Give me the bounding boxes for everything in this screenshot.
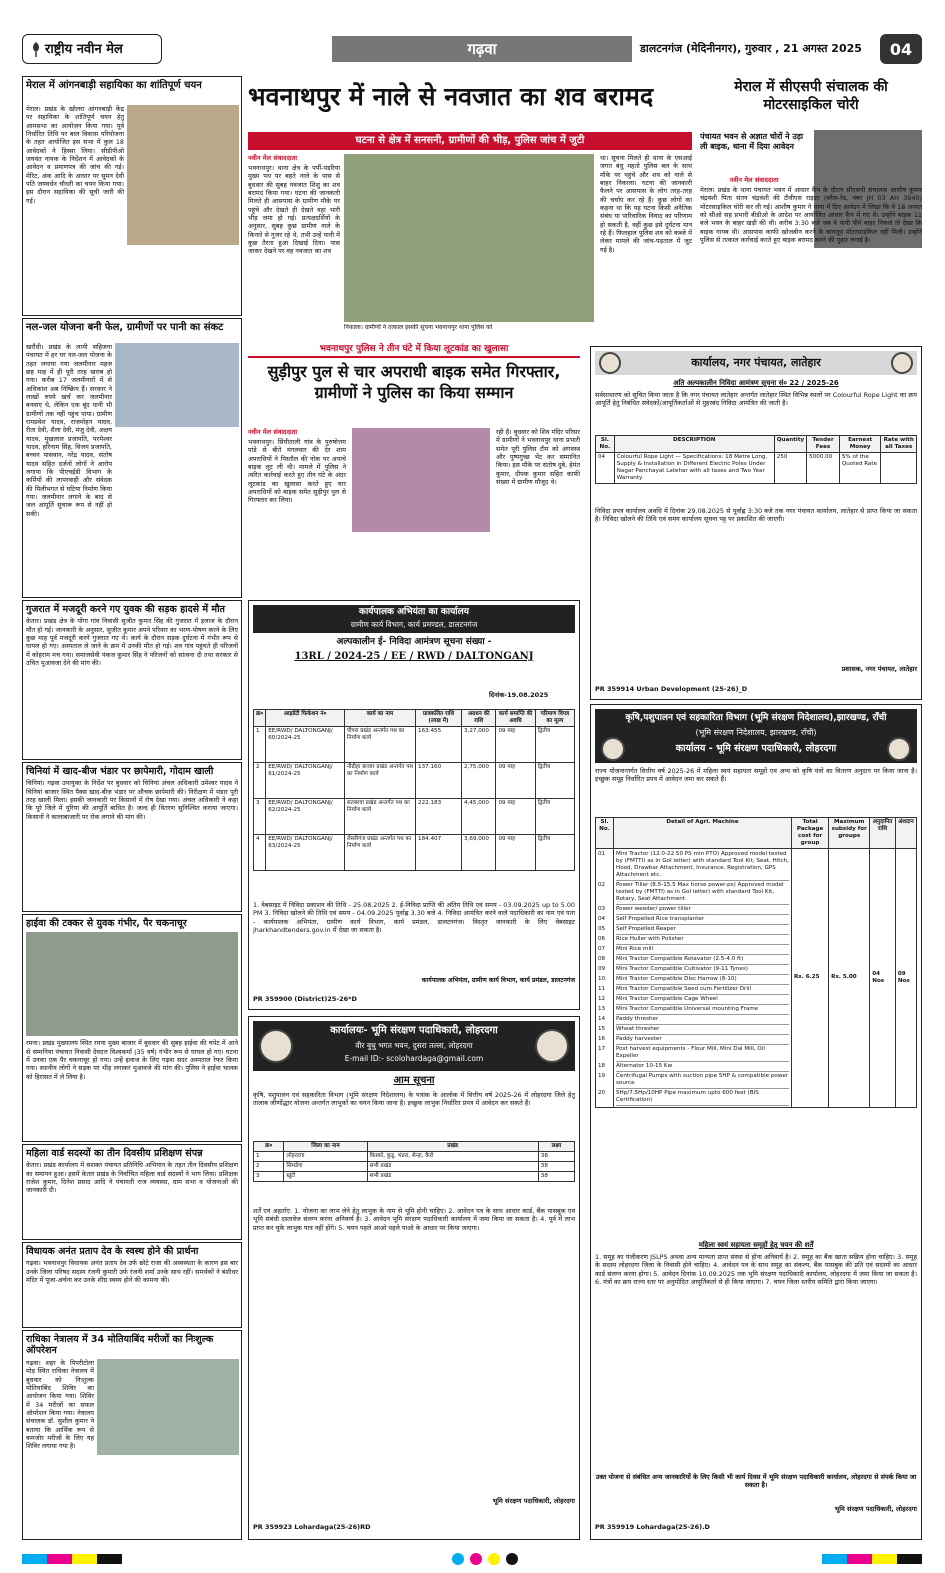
story-body: रमना। प्रखंड मुख्यालय स्थित रमना मुख्य बाजार में बुधवार की सुबह हाईवा की चपेट में आने से सम्मनिया पंचायत निवासी देवदत्त विश्वकर्मा (35 वर्ष) गंभीर रूप से घायल हो गए। घटना में उनका एक पैर चकनाचूर हो गया। उन्हें इलाज के लिए गढ़वा सदर अस्पताल रेफर किया गया। स्थानीय लोगों ने सड़क पर भीड़ लगाकर मुआवजे की मांग की। पुलिस ने हाईवा चालक को हिरासत में ले लिया है।	[26, 1039, 238, 1081]
lead-subhead: घटना से क्षेत्र में सनसनी, ग्रामीणों की भीड़, पुलिस जांच में जुटी	[355, 135, 585, 146]
machine-item: Alternator 10-15 Kw	[616, 1062, 789, 1072]
photo-caption: निकाला। ग्रामीणों ने तत्काल इसकी सूचना भवनाथपुर थाना पुलिस को	[344, 324, 493, 331]
machine-numbers	[598, 850, 611, 1106]
headline: महिला वार्ड सदस्यों का तीन दिवसीय प्रशिक्षण संपन्न	[26, 1148, 203, 1159]
agri-terms: 1. समूह का पंजीकरण JSLPS अथवा अन्य मान्यता प्राप्त संस्था से होना अनिवार्य है। 2. समूह का बैंक खाता सक्रिय होना चाहिए। 3. समूह के सदस्य लोहरदगा जिला के निवासी होने चाहिए। 4. आवेदन पत्र के साथ समूह का संकल्प, बैंक पासबुक की प्रति एवं सदस्यों का आधार कार्ड संलग्न करना होगा। 5. आवेदन दिनांक 10.09.2025 तक भूमि संरक्षण पदाधिकारी कार्यालय, लोहरदगा में जमा किया जा सकता है। 6. यंत्रों का क्रय राज्य स्तर पर अनुमोदित आपूर्तिकर्ता से ही किया जाएगा। 7. चयन जिला स्तरीय समिति द्वारा किया जाएगा।	[595, 1253, 917, 1286]
col-rate: Rate with all Taxes	[881, 436, 917, 453]
table-row: 2 सिमडेगा सभी प्रखंड 38	[254, 1161, 575, 1171]
story-bike	[700, 76, 922, 340]
machine-item: Paddy harvester	[616, 1035, 789, 1045]
machine-item: Mini Tractor Compatible Universal mounting Frame	[616, 1005, 789, 1015]
machine-item: Power Tiller (8.5-15.5 Max horse power-ps) Approved model tested by (FMTTI) as in GoI letter) with standard Tool Kit, Rotary, Seat Attachment	[616, 881, 789, 905]
lead-body-right: था। सूचना मिलते ही थाना के एसआई जगत बंधु महतो पुलिस बल के साथ मौके पर पहुंचे और शव को नाले से बाहर निकाला। घटना की जानकारी फैलने पर आसपास के लोग तरह-तरह की चर्चाएं कर रहे हैं। कुछ लोगों का कहना था कि यह घटना किसी अनैतिक संबंध या पारिवारिक विवाद का परिणाम हो सकती है, वहीं कुछ इसे दुर्घटना मान रहे हैं। फिलहाल पुलिस शव को कब्जे में लेकर मामले की जांच-पड़ताल में जुट गई है।	[600, 154, 692, 254]
page-number: 04	[889, 40, 913, 59]
machine-number: 20	[598, 1089, 606, 1096]
signatory: भूमि संरक्षण पदाधिकारी, लोहरदगा	[492, 1497, 575, 1505]
loot-body-right: रही है। बुधवार को शिव मंदिर परिसर में ग्रामीणों ने भवनाथपुर थाना प्रभारी समेत पूरी पुलिस टीम को अंगवस्त्र और पुष्पगुच्छ भेंट कर सम्मानित किया। इस मौके पर संतोष दुबे, हेमंत कुमार, दीपक कुमार सहित काफी संख्या में ग्रामीण मौजूद थे।	[496, 428, 580, 486]
story-loot	[248, 342, 580, 594]
office-address: वीर बुधु भगत भवन, दुसरा तल्ला, लोहरदगा	[355, 1041, 473, 1050]
magenta-dot	[470, 1553, 482, 1565]
page-number-badge	[880, 34, 922, 64]
color-strip-left	[22, 1554, 122, 1564]
table-row: 01 02 03 04 05 06 07 08 09 10 11 12 13 14 15 16 17 18 19 20 Mini Tractor (12.0-22.50 PS min PTO) Approved model tested by (FMTTI) as in GoI letter) with standard Tool Kit, Seat, Hitch, Hood, Drawbar Attachment, Insurance, Registration, GPS Attachment etc. Power Tiller (8.5-15.5 Max horse power-ps) Approved model tested by (FMTTI) as in GoI letter) with standard Tool Kit, Rotary, Seat Attachment Power weeder/ power tiller Self Propelled Rice transplanter Self Propelled Reaper Rice Huller with Polisher Mini Rice mill Mini Tractor Compatible Rotavator (2.5-4.0 ft) Mini Tractor Compatible Cultivator (9-11 Tynes) Mini Tractor Compatible Disc Harrow (8-10) Mini Tractor Compatible Seed cum Fertilizer Drill Mini Tractor Compatible Cage Wheel Mini Tractor Compatible Universal mounting Frame Paddy thresher Wheat thresher Paddy harvester Post harvest equipments - Flour Mill, Mini Dal Mill, Oil Expeller Alternator 10-15 Kw Centrifugal Pumps with suction pipe 5HP & compatible power source 5Hp/7.5Hp/10HP Pipe maximum upto 600 feet (BIS Certification) Rs. 6.25 Rs. 5.00 04 Nos 09 Nos	[596, 848, 917, 1107]
tender-intro: सर्वसाधारण को सूचित किया जाता है कि नगर पंचायत लातेहार अन्तर्गत लातेहार स्थित विभिन्न स्थलों पर Colourful Rope Light का क्रय आपूर्ति हेतु निबंधित संवेदकों/आपूर्तिकर्ताओं से मुहरबंद निविदा आमंत्रित की जाती है।	[595, 391, 917, 408]
story-body: खरौंधी। प्रखंड के लामी सहिजना पंचायत में हर घर नल-जल योजना के तहत लगाया गया जलमीनार महज छह माह में ही पूरी तरह खराब हो गया। करीब 17 जलमीनारों में से अधिकांश अब निष्क्रिय हैं। सरकार ने लाखों रुपये खर्च कर जलमीनार बनवाए थे, लेकिन एक बूंद पानी भी ग्रामीणों तक नहीं पहुंच पाया। ग्रामीण रामप्रवेश यादव, राजमोहन यादव, रीता देवी, शैला देवी, मंजु देवी, अक्षय यादव, मुखलाल प्रजापति, परमेश्वर यादव, हरिनाम सिंह, विजय प्रजापति, बच्चन पासवान, नरेंद्र यादव, संतोष यादव सहित दर्जनों लोगों ने आरोप लगाया कि पीएचईडी विभाग के कर्मियों की लापरवाही और संवेदक की मिलीभगत से घटिया निर्माण किया गया। जलमीनार लगाने के बाद से जल आपूर्ति सुचारू रूप से नहीं हो सकी।	[26, 343, 112, 518]
machine-number: 14	[598, 1015, 606, 1022]
signatory: कार्यपालक अभियंता, ग्रामीण कार्य विभाग, कार्य प्रमंडल, डालटनगंज	[421, 977, 575, 984]
seal-icon	[535, 1029, 569, 1063]
tender-notes: 1. वेबसाइट में निविदा प्रकाशन की तिथि - 25.08.2025 2. ई-निविदा प्राप्ति की अंतिम तिथि एवं समय - 03.09.2025 up to 5.00 PM 3. निविदा खोलने की तिथि एवं समय - 04.09.2025 पूर्वाह्न 3.30 बजे 4. निविदा आमंत्रित करने वाले पदाधिकारी का नाम एवं पता - कार्यपालक अभियंता, ग्रामीण कार्य विभाग, कार्य प्रमंडल, डालटनगंज। विस्तृत जानकारी के लिए वेबसाइट jharkhandtenders.gov.in में देखा जा सकता है।	[253, 901, 575, 934]
machine-item: Paddy thresher	[616, 1015, 789, 1025]
photo-felicitation	[352, 428, 490, 532]
machine-number: 04	[598, 915, 606, 922]
col-sl: Sl. No.	[596, 436, 615, 453]
office-name: कार्यालय, नगर पंचायत, लातेहार	[691, 356, 821, 369]
yellow-dot	[488, 1553, 500, 1565]
notice-title: आम सूचना	[393, 1075, 435, 1086]
loot-body-left: भवनाथपुर। सिंघीताली गांव के पुरुषोत्तम पांडे से बीते मंगलवार की देर शाम अपराधियों ने पिस्तौल की नोक पर अपाचे बाइक लूट ली थी। मामले में पुलिस ने त्वरित कार्रवाई करते हुए तीन घंटे के अंदर लूटकांड का खुलासा करते हुए चार अपराधियों को बाइक समेत सुड़ीपुर पुल से गिरफ्तार कर लिया।	[248, 438, 346, 505]
headline: विधायक अनंत प्रताप देव के स्वस्थ होने की प्रार्थना	[26, 1246, 199, 1257]
office-name: कार्यपालक अभियंता का कार्यालय	[359, 607, 469, 617]
story-radhika	[22, 1330, 242, 1540]
table-row: 2 EE/RWD/ DALTONGANJ/ 61/2024-25 नौडीहा बाजार प्रखंड अन्तर्गत पथ का निर्माण कार्य 137.160 2,75,000 09 माह द्वितीय	[254, 762, 575, 798]
cyan-dot	[452, 1553, 464, 1565]
photo-accident	[26, 932, 238, 1036]
machine-number: 13	[598, 1005, 606, 1012]
story-hywa	[22, 914, 242, 1142]
pr-number: PR 359914 Urban Development (25-26)_D	[595, 685, 748, 693]
col-description: DESCRIPTION	[614, 436, 774, 453]
machine-number: 08	[598, 955, 606, 962]
department: कृषि,पशुपालन एवं सहकारिता विभाग (भूमि संरक्षण निदेशालय),झारखण्ड, राँची	[625, 713, 887, 723]
rwd-table: क्र० आइडेंटी फिकेशन नं० कार्य का नाम प्राक्कलित राशि (लाख में) अग्रधन की राशि कार्य समाप्ति की अवधि परिमाण विपत्र का मूल्य 1 EE/RWD/ DALTONGANJ/ 60/2024-25 पीपरा प्रखंड अन्तर्गत पथ का निर्माण कार्य 163.455 3,27,000 09 माह द्वितीय 2 EE/RWD/ DALTONGANJ/ 61/2024-25 नौडीहा बाजार प्रखंड अन्तर्गत पथ का निर्माण कार्य 137.160 2,75,000 09 माह द्वितीय 3 EE/RWD/ DALTONGANJ/ 62/2024-25 सतबरवा प्रखंड अन्तर्गत पथ का निर्माण कार्य 222.183 4,45,000 09 माह द्वितीय 4 EE/RWD/ DALTONGANJ/ 63/2024-25 लेस्लीगंज प्रखंड अन्तर्गत पथ का निर्माण कार्य 184.407 3,69,000 09 माह द्वितीय	[253, 709, 575, 871]
seal-icon	[891, 352, 913, 374]
col-quantity: Quantity	[774, 436, 806, 453]
byline: नवीन मेल संवाददाता	[248, 154, 297, 162]
photo-water-tank	[115, 343, 239, 427]
print-registration-bar	[22, 1552, 922, 1566]
agri-table: Sl. No. Detail of Agri. Machine Total Package cost for group Maximum subsidy for groups अनुदानित राशि अंशदान 01 02 03 04 05 06 07 08 09 10 11 12 13 14 15 16 17 18 19 20 Mini Tractor (12.0-22.50 PS min PTO) Approved model tested by (FMTTI) as in GoI letter) with standard Tool Kit, Seat, Hitch, Hood, Drawbar Attachment, Insurance, Registration, GPS Attachment etc. Power Tiller (8.5-15.5 Max horse power-ps) Approved model tested by (FMTTI) as in GoI letter) with standard Tool Kit, Rotary, Seat Attachment Power weeder/ power tiller Self Propelled Rice transplanter Self Propelled Reaper Rice Huller with Polisher Mini Rice mill Mini Tractor Compatible Rotavator (2.5-4.0 ft) Mini Tractor Compatible Cultivator (9-11 Tynes) Mini Tractor Compatible Disc Harrow (8-10) Mini Tractor Compatible Seed cum Fertilizer Drill Mini Tractor Compatible Cage Wheel Mini Tractor Compatible Universal mounting Frame Paddy thresher Wheat thresher Paddy harvester Post harvest equipments - Flour Mill, Mini Dal Mill, Oil Expeller Alternator 10-15 Kw Centrifugal Pumps with suction pipe 5HP & compatible power source 5Hp/7.5Hp/10HP Pipe maximum upto 600 feet (BIS Certification) Rs. 6.25 Rs. 5.00 04 Nos 09 Nos	[595, 817, 917, 1108]
agri-closing: उक्त योजना से संबंधित अन्य जानकारियों के लिए किसी भी कार्य दिवस में भूमि संरक्षण पदाधिकारी कार्यालय, लोहरदगा से संपर्क किया जा सकता है।	[595, 1473, 917, 1490]
story-body: गढ़वा। भवनाथपुर विधायक अनंत प्रताप देव उर्फ छोटे राजा की अस्वस्थता के कारण इस बार उनके जिला परिषद सदस्य रंजनी कुमारी उर्फ रंजनी शर्मा उनके साथ रहीं। समर्थकों ने बंशीधर मंदिर में पूजा-अर्चना कर उनके शीघ्र स्वस्थ होने की कामना की।	[26, 1259, 238, 1285]
machine-item: Centrifugal Pumps with suction pipe 5HP & compatible power source	[616, 1072, 789, 1089]
tender-number: 13RL / 2024-25 / EE / RWD / DALTONGANJ	[294, 651, 534, 662]
machine-number: 15	[598, 1025, 606, 1032]
table-row: 3 EE/RWD/ DALTONGANJ/ 62/2024-25 सतबरवा प्रखंड अन्तर्गत पथ का निर्माण कार्य 222.183 4,45,000 09 माह द्वितीय	[254, 798, 575, 834]
story-body: चिनियां। गढ़वा उपायुक्त के निर्देश पर बुधवार को चिनियां अंचल अधिकारी उमेश्वर यादव ने चिनियां बाजार स्थित पैक्स खाद-बीज भंडार पर औचक छापेमारी की। निरीक्षण में भंडार पूरी तरह खाली मिला। इसकी जानकारी पर किसानों में रोष देखा गया। अंचल अधिकारी ने कहा कि पूरे जिले में यूरिया की आपूर्ति बाधित है। जल्द ही वितरण सुनिश्चित कराया जाएगा। किसानों ने कालाबाजारी पर रोक लगाने की मांग की।	[26, 779, 238, 821]
photo-anganwadi	[127, 105, 239, 245]
office-name: कार्यालय - भूमि संरक्षण पदाधिकारी, लोहरदगा	[675, 743, 837, 754]
story-chinia	[22, 762, 242, 912]
section-label: गढ़वा	[467, 40, 497, 58]
rwd-header-bar	[253, 605, 575, 633]
headline: राधिका नेत्रालय में 34 मोतियाबिंद मरीजों का निःशुल्क ऑपरेशन	[26, 1334, 214, 1357]
brand-logo	[22, 34, 162, 64]
machine-number: 16	[598, 1035, 606, 1042]
masthead	[22, 34, 922, 68]
story-gujarat	[22, 600, 242, 760]
machine-number: 07	[598, 945, 606, 952]
machine-item: Mini Tractor Compatible Cage Wheel	[616, 995, 789, 1005]
story-body: मेराल। प्रखंड के खोलरा आंगनबाड़ी केंद्र पर सहायिका के शांतिपूर्ण चयन हेतु आमसभा का आयोजन किया गया। पूर्व निर्धारित तिथि पर बाल विकास परियोजना के तहत आयोजित इस सभा में कुल 18 आवेदकों ने हिस्सा लिया। सीडीपीओ जयवंत नायक के निर्देशन में आवेदकों के आवेदन व प्रमाणपत्र की जांच की गई। मेरिट, अंक आदि के आधार पर सुमन देवी पति जयवर्धन चौधरी का चयन किया गया। इस दौरान सहायिका की सूची जारी की गई।	[26, 105, 124, 205]
headline: गुजरात में मजदूरी करने गए युवक की सड़क हादसे में मौत	[26, 604, 225, 615]
machine-item: Mini Tractor Compatible Cultivator (9-11 Tynes)	[616, 965, 789, 975]
bhumi-header-bar	[253, 1021, 575, 1071]
byline: नवीन मेल संवाददाता	[248, 428, 297, 436]
lead-headline: भवनाथपुर में नाले से नवजात का शव बरामद	[248, 82, 654, 111]
header-bar	[595, 351, 917, 375]
signatory: प्रशासक, नगर पंचायत, लातेहार	[841, 665, 917, 673]
machine-number: 11	[598, 985, 606, 992]
black-dot	[506, 1553, 518, 1565]
headline: मेराल में आंगनबाड़ी सहायिका का शांतिपूर्ण चयन	[26, 80, 202, 91]
machine-item: Mini Rice mill	[616, 945, 789, 955]
story-mahila	[22, 1144, 242, 1240]
loot-kicker: भवनाथपुर पुलिस ने तीन घंटे में किया लूटकांड का खुलासा	[319, 344, 509, 354]
headline: चिनियां में खाद-बीज भंडार पर छापेमारी, गोदाम खाली	[26, 766, 214, 777]
machine-number: 12	[598, 995, 606, 1002]
dateline: डालटनगंज (मेदिनीनगर), गुरुवार , 21 अगस्त 2025	[640, 42, 862, 55]
tender-title: अल्पकालीन ई- निविदा आमंत्रण सूचना संख्या -	[336, 637, 492, 647]
notice-intro: कृषि, पशुपालन एवं सहकारिता विभाग (भूमि संरक्षण निदेशालय) के पत्रांक के आलोक में वित्तीय वर्ष 2025-26 में लोहरदगा जिले हेतु तालाब जीर्णोद्धार योजना अन्तर्गत लाभुकों का चयन किया जाना है। इच्छुक लाभुक निर्धारित प्रपत्र में आवेदन कर सकते हैं।	[253, 1091, 575, 1108]
machine-item: Mini Tractor (12.0-22.50 PS min PTO) Approved model tested by (FMTTI) as in GoI letter) with standard Tool Kit, Seat, Hitch, Hood, Drawbar Attachment, Insurance, Registration, GPS Attachment etc.	[616, 850, 789, 881]
machine-item: Self Propelled Rice transplanter	[616, 915, 789, 925]
tender-rwd	[248, 600, 580, 1010]
machine-number: 03	[598, 905, 606, 912]
seal-icon	[887, 737, 911, 761]
bhumi-table: क्र० जिला का नाम प्रखंड लक्ष्य 1 लोहरदगा किस्को, कुडू, भंडरा, सेन्हा, कैरो 38 2 सिमडेगा सभी प्रखंड 38 3 खूंटी सभी प्रखंड 38	[253, 1141, 575, 1182]
tender-date: दिनांक-19.08.2025	[489, 691, 549, 699]
machine-number: 09	[598, 965, 606, 972]
lead-body-left: भवनाथपुर। थाना क्षेत्र के पर्पी-पंडरिया मुख्य पथ पर बहते नाले के पास से बुधवार की सुबह नवजात शिशु का शव बरामद किया गया। घटना की जानकारी मिलते ही आसपास के ग्रामीण मौके पर पहुंचे और देखते ही देखते वहां भारी भीड़ जमा हो गई। प्रत्यक्षदर्शियों के अनुसार, सुबह कुछ ग्रामीण नाले के किनारे से गुजर रहे थे, तभी उन्हें पानी में कुछ तैरता हुआ दिखाई दिया। पास जाकर देखने पर वह नवजात का शव	[248, 164, 340, 256]
table-row: 4 EE/RWD/ DALTONGANJ/ 63/2024-25 लेस्लीगंज प्रखंड अन्तर्गत पथ का निर्माण कार्य 184.407 3,69,000 09 माह द्वितीय	[254, 834, 575, 870]
office-name: कार्यालयः- भूमि संरक्षण पदाधिकारी, लोहरदगा	[330, 1025, 498, 1036]
photo-crowd	[344, 154, 594, 322]
tender-nagar-panchayat	[590, 346, 922, 700]
headline: हाईवा की टक्कर से युवक गंभीर, पैर चकनाचूर	[26, 918, 187, 929]
agri-intro: राज्य योजनान्तर्गत वित्तीय वर्ष 2025-26 में महिला स्वयं सहायता समूहों एवं अन्य को कृषि यंत्रों का वितरण अनुदान पर किया जाना है। इच्छुक समूह निर्धारित प्रपत्र में आवेदन जमा कर सकते हैं।	[595, 767, 917, 784]
machine-number: 18	[598, 1062, 606, 1069]
sub-department: (भूमि संरक्षण निदेशालय, झारखण्ड, राँची)	[695, 728, 817, 737]
bike-body: मेराल। प्रखंड के थाना पंचायत भवन में आधार कैंप के दौरान सीएसपी संचालक आशीष कुमार चंद्रवंशी पिता संतन चंद्रवंशी की टीवीएस राइडर (ब्लैक-रेड, नंबर JH 03 AH 3940) मोटरसाइकिल चोरी कर ली गई। आशीष कुमार ने थाना में दिए आवेदन में लिखा कि वे 18 अगस्त को सीओ सह प्रभारी बीडीओ के आदेश पर आयोजित आधार कैंप में गए थे। उन्होंने बाइक 11 बजे भवन के बाहर खड़ी की थी। करीब 3:30 बजे जब वे पानी पीने बाहर निकले तो देखा कि बाइक गायब थी। आसपास काफी खोजबीन करने के बावजूद मोटरसाइकिल नहीं मिली। उन्होंने पुलिस से तत्काल कार्रवाई करते हुए बाइक बरामद करने की गुहार लगाई है।	[700, 186, 922, 244]
story-vidhayak	[22, 1242, 242, 1328]
signatory: भूमि संरक्षण पदाधिकारी, लोहरदगा	[834, 1505, 917, 1513]
photo-eye-camp	[97, 1359, 239, 1455]
story-body: केतार। प्रखंड कार्यालय में सशक्त पंचायत प्रतिनिधि अभियान के तहत तीन दिवसीय प्रशिक्षण का समापन हुआ। इसमें केतार प्रखंड के निर्वाचित महिला वार्ड सदस्यों ने भाग लिया। प्रशिक्षक राजेश कुमार, दिनेश प्रसाद आदि ने पंचायती राज व्यवस्था, ग्राम सभा व योजनाओं की जानकारी दी।	[26, 1161, 238, 1195]
byline: नवीन मेल संवाददाता	[729, 176, 779, 184]
machine-number: 19	[598, 1072, 606, 1079]
tender-table	[595, 435, 917, 484]
rose-icon	[29, 41, 43, 57]
notice-terms: शर्तें एवं अहर्ताएं: 1. योजना का लाभ लेने हेतु लाभुक के नाम से भूमि होनी चाहिए। 2. आवेदन पत्र के साथ आधार कार्ड, बैंक पासबुक एवं भूमि संबंधी दस्तावेज संलग्न करना अनिवार्य है। 3. आवेदन भूमि संरक्षण पदाधिकारी कार्यालय में जमा किया जा सकता है। 4. पूर्व में लाभ प्राप्त कर चुके लाभुक पात्र नहीं होंगे। 5. चयन पहले आओ पहले पाओ के आधार पर किया जाएगा।	[253, 1207, 575, 1232]
tender-footer-note: निविदा प्रपत्र कार्यालय अवधि में दिनांक 29.08.2025 से पूर्वाह्न 3:30 बजे तक नगर पंचायत कार्यालय, लातेहार से प्राप्त किया जा सकता है। निविदा खोलने की तिथि एवं समय कार्यालय सूचना पट्ट पर प्रकाशित की जाएगी।	[595, 507, 917, 524]
table-row: 04 Colourful Rope Light — Specifications: 18 Metre Long, Supply & Installation in Different Electric Poles Under Nagar Panchayat Latehar with all taxes and Two Year Warranty. 250 5000.00 5% of the Quoted Rate	[596, 452, 917, 483]
story-anganwadi	[22, 76, 242, 316]
machine-number: 17	[598, 1045, 606, 1052]
tender-title: अति अल्पकालीन निविदा आमंत्रण सूचना सं० 22 / 2025-26	[673, 379, 839, 387]
story-body: केतार। प्रखंड क्षेत्र के पोंगा गांव निवासी सुजीत कुमार सिंह की गुजरात में इलाज के दौरान मौत हो गई। जानकारी के अनुसार, सुजीत कुमार अपने परिवार का भरण-पोषण करने के लिए कुछ माह पूर्व मजदूरी करने गुजरात गए थे। कार्य के दौरान सड़क दुर्घटना में गंभीर रूप से घायल हो गए। अस्पताल ले जाने के क्रम में उनकी मौत हो गई। शव गांव पहुंचते ही परिजनों में कोहराम मच गया। समाजसेवी पंकज कुमार सिंह ने परिजनों को सांत्वना दी तथा सरकार से उचित मुआवजा देने की मांग की।	[26, 617, 238, 668]
bike-kicker: पंचायत भवन से अज्ञात चोरों ने उड़ा ली बाइक, थाना में दिया आवेदन	[700, 132, 804, 151]
color-strip-right	[822, 1554, 922, 1564]
loot-headline: सुड़ीपुर पुल से चार अपराधी बाइक समेत गिरफ्तार, ग्रामीणों ने पुलिस का किया सम्मान	[267, 362, 561, 402]
machine-number: 05	[598, 925, 606, 932]
machine-number: 01	[598, 850, 606, 857]
machine-list	[616, 850, 789, 1106]
registration-dots	[452, 1552, 522, 1566]
col-fees: Tender Fees	[807, 436, 840, 453]
brand-name: राष्ट्रीय नवीन मेल	[45, 42, 123, 57]
story-lead	[248, 76, 692, 340]
lead-subhead-bar	[248, 132, 692, 150]
department: ग्रामीण कार्य विभाग, कार्य प्रमण्डल, डालटनगंज	[350, 620, 478, 629]
machine-item: Mini Tractor Compatible Rotavator (2.5-4.0 ft)	[616, 955, 789, 965]
machine-item: Post harvest equipments - Flour Mill, Mini Dal Mill, Oil Expeller	[616, 1045, 789, 1062]
machine-item: 5Hp/7.5Hp/10HP Pipe maximum upto 600 feet (BIS Certification)	[616, 1089, 789, 1106]
bike-headline: मेराल में सीएसपी संचालक की मोटरसाइकिल चोरी	[734, 79, 888, 114]
machine-item: Power weeder/ power tiller	[616, 905, 789, 915]
emblem-icon	[601, 737, 625, 761]
pr-number: PR 359923 Lohardaga(25-26)RD	[253, 1523, 371, 1531]
headline: नल-जल योजना बनी फेल, ग्रामीणों पर पानी का संकट	[26, 322, 224, 333]
machine-number: 10	[598, 975, 606, 982]
pr-number: PR 359919 Lohardaga(25-26).D	[595, 1523, 710, 1531]
machine-number: 02	[598, 881, 606, 888]
office-email: E-mail ID:- scolohardaga@gmail.com	[344, 1054, 484, 1063]
machine-number: 06	[598, 935, 606, 942]
machine-item: Mini Tractor Compatible Seed cum Fertilizer Drill	[616, 985, 789, 995]
machine-item: Rice Huller with Polisher	[616, 935, 789, 945]
pr-number: PR 359900 (District)25-26*D	[253, 995, 357, 1003]
loot-kicker-bar	[248, 342, 580, 358]
notice-bhumi	[248, 1016, 580, 1540]
machine-item: Self Propelled Reaper	[616, 925, 789, 935]
emblem-icon	[599, 352, 621, 374]
table-row: 1 EE/RWD/ DALTONGANJ/ 60/2024-25 पीपरा प्रखंड अन्तर्गत पथ का निर्माण कार्य 163.455 3,27,000 09 माह द्वितीय	[254, 726, 575, 762]
machine-item: Mini Tractor Compatible Disc Harrow (8-10)	[616, 975, 789, 985]
table-row: 1 लोहरदगा किस्को, कुडू, भंडरा, सेन्हा, कैरो 38	[254, 1151, 575, 1161]
terms-title: महिला स्वयं सहायता समूहों हेतु चयन की शर्तें	[698, 1241, 814, 1249]
machine-item: Wheat thresher	[616, 1025, 789, 1035]
col-emd: Earnest Money	[839, 436, 881, 453]
section-bar	[332, 36, 632, 62]
table-row: 3 खूंटी सभी प्रखंड 38	[254, 1171, 575, 1181]
story-nal-jal	[22, 318, 242, 598]
story-body: गढ़वा। शहर के पिपरीटोला मोड़ स्थित राधिका नेत्रालय में बुधवार को निःशुल्क मोतियाबिंद शिविर का आयोजन किया गया। शिविर में 34 मरीजों का सफल ऑपरेशन किया गया। नेत्रालय संचालक डॉ. सुशील कुमार ने बताया कि आर्थिक रूप से कमजोर मरीजों के लिए यह शिविर लगाया गया है।	[26, 1359, 94, 1451]
notice-agri	[590, 704, 922, 1540]
agri-header-bar	[595, 709, 917, 763]
emblem-icon	[259, 1029, 293, 1063]
